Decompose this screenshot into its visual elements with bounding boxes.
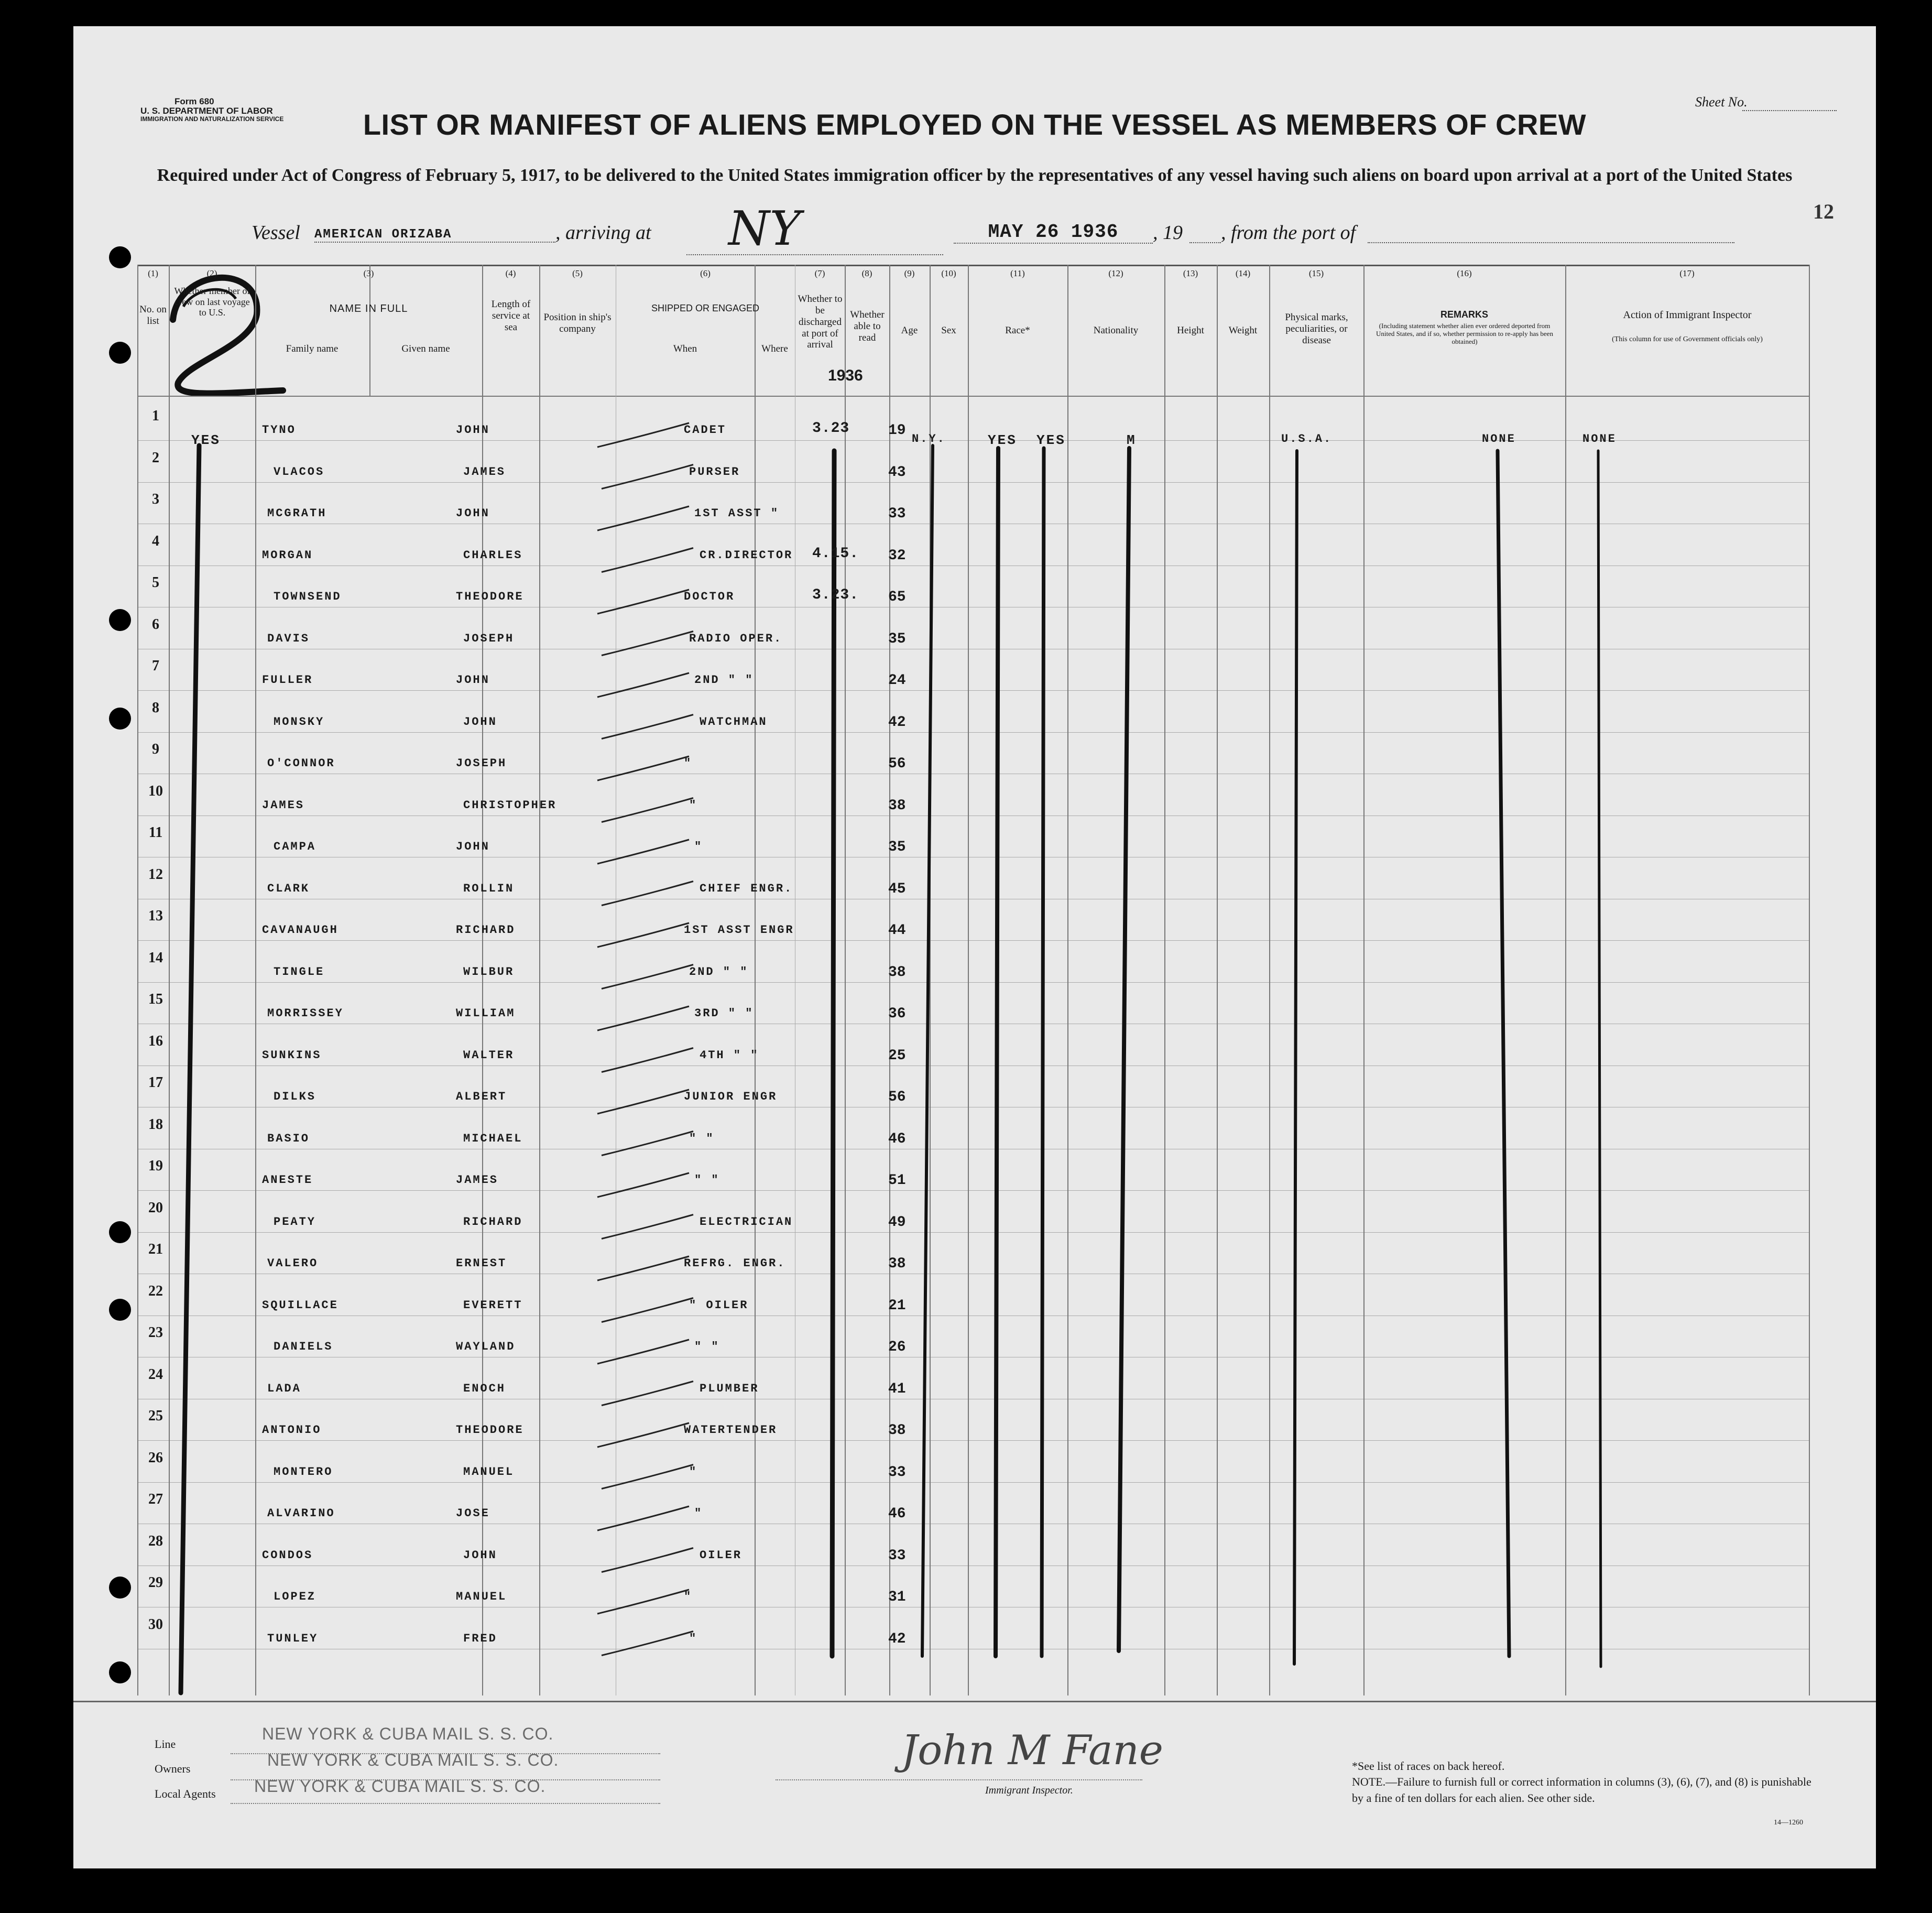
position: 2ND " " — [689, 965, 749, 979]
length-of-service-dash — [602, 1382, 693, 1406]
length-of-service-dash — [602, 548, 693, 572]
given-name: ERNEST — [456, 1257, 507, 1270]
given-name: ALBERT — [456, 1090, 507, 1103]
given-name: JOHN — [456, 673, 490, 687]
position: WATCHMAN — [700, 715, 768, 729]
family-name: BASIO — [267, 1132, 310, 1145]
age: 42 — [888, 714, 906, 731]
arriving-label: , arriving at — [555, 222, 651, 244]
sex-m: M — [1127, 432, 1137, 448]
length-of-service-dash — [602, 798, 693, 822]
able-to-read-yes: YES — [1036, 432, 1066, 448]
col-num-3: (3) — [363, 268, 374, 278]
position: DOCTOR — [684, 590, 735, 603]
age: 33 — [888, 1464, 906, 1481]
length-of-service-dash — [602, 1215, 693, 1239]
length-of-service-dash — [602, 1132, 693, 1156]
row-number: 2 — [152, 449, 159, 466]
position: " — [694, 1507, 703, 1520]
row-number: 4 — [152, 532, 159, 549]
age: 33 — [888, 1547, 906, 1564]
footer-rule — [231, 1753, 660, 1754]
row-number: 30 — [148, 1616, 163, 1633]
given-name: FRED — [463, 1632, 497, 1645]
given-name: RICHARD — [463, 1215, 523, 1229]
col-num-2: (2) — [206, 268, 217, 278]
given-name: MANUEL — [456, 1590, 507, 1603]
length-of-service-dash — [597, 1090, 689, 1114]
age: 65 — [888, 589, 906, 605]
footer-divider — [73, 1701, 1876, 1702]
col-num-13: (13) — [1183, 268, 1198, 278]
age: 25 — [888, 1047, 906, 1064]
family-name: TINGLE — [274, 965, 325, 979]
age: 46 — [888, 1131, 906, 1147]
family-name: MORGAN — [262, 548, 313, 562]
length-of-service-dash — [602, 715, 693, 739]
family-name: MORRISSEY — [267, 1007, 344, 1020]
page-title: LIST OR MANIFEST OF ALIENS EMPLOYED ON THE VESSEL AS MEMBERS OF CREW — [363, 108, 1587, 141]
family-name: PEATY — [274, 1215, 316, 1229]
length-of-service-dash — [597, 923, 689, 947]
family-name: JAMES — [262, 798, 305, 812]
row-number: 8 — [152, 699, 159, 716]
col-head-physical-marks: Physical marks, peculiarities, or disease — [1285, 312, 1348, 346]
length-of-service-dash — [597, 1173, 689, 1197]
col-num-7: (7) — [814, 268, 825, 278]
position: " — [694, 840, 703, 853]
given-name: JOHN — [456, 840, 490, 853]
col-head-when: When — [673, 343, 697, 354]
family-name: VLACOS — [274, 465, 325, 479]
length-of-service-dash — [597, 1423, 689, 1447]
position: WATERTENDER — [684, 1423, 778, 1437]
family-name: DANIELS — [274, 1340, 333, 1353]
given-name: WALTER — [463, 1048, 515, 1062]
row-number: 26 — [148, 1449, 163, 1466]
race-note: *See list of races on back hereof. — [1352, 1759, 1505, 1773]
arrival-date: MAY 26 1936 — [954, 221, 1153, 244]
age: 32 — [888, 547, 906, 564]
age: 51 — [888, 1172, 906, 1189]
col-head-shipped-or-engaged: SHIPPED OR ENGAGED — [651, 303, 760, 313]
col-head-remarks: REMARKS — [1440, 309, 1488, 320]
family-name: ALVARINO — [267, 1507, 335, 1520]
age: 56 — [888, 1089, 906, 1105]
col-head-given-name: Given name — [401, 343, 450, 354]
row-number: 16 — [148, 1032, 163, 1049]
given-name: WAYLAND — [456, 1340, 516, 1353]
position: " " — [694, 1340, 720, 1353]
age: 42 — [888, 1631, 906, 1647]
physical-marks-none: NONE — [1482, 432, 1516, 445]
col-num-1: (1) — [148, 268, 158, 278]
family-name: CAMPA — [274, 840, 316, 853]
manifest-page — [73, 26, 1876, 1868]
row-number: 9 — [152, 741, 159, 757]
vessel-label: Vessel — [252, 222, 300, 244]
row-number: 21 — [148, 1241, 163, 1257]
family-name: LADA — [267, 1382, 301, 1395]
col-num-8: (8) — [861, 268, 872, 278]
length-of-service-dash — [602, 1298, 693, 1322]
col-num-9: (9) — [904, 268, 915, 278]
sheet-number: 12 — [1813, 200, 1834, 223]
age: 46 — [888, 1506, 906, 1522]
row-number: 23 — [148, 1324, 163, 1341]
given-name: THEODORE — [456, 590, 524, 603]
family-name: DILKS — [274, 1090, 316, 1103]
col-num-15: (15) — [1308, 268, 1324, 278]
year-label: , 19 — [1153, 222, 1183, 244]
age: 49 — [888, 1214, 906, 1231]
shipped-when: 3.23 — [812, 420, 850, 437]
age: 45 — [888, 881, 906, 897]
vessel-name: AMERICAN ORIZABA — [314, 227, 555, 243]
position: " " — [694, 1173, 720, 1187]
position: 3RD " " — [694, 1007, 754, 1020]
age: 44 — [888, 922, 906, 939]
col-head-position: Position in ship's company — [543, 312, 612, 334]
col-num-6: (6) — [700, 268, 711, 278]
form-service: IMMIGRATION AND NATURALIZATION SERVICE — [140, 115, 284, 123]
owners-stamp: NEW YORK & CUBA MAIL S. S. CO. — [267, 1751, 559, 1769]
footer-rule — [231, 1779, 660, 1780]
length-of-service-dash — [602, 882, 693, 906]
col-num-4: (4) — [505, 268, 516, 278]
family-name: VALERO — [267, 1257, 319, 1270]
family-name: ANESTE — [262, 1173, 313, 1187]
signature-line — [776, 1779, 1142, 1780]
form-department: U. S. DEPARTMENT OF LABOR — [140, 105, 273, 116]
shipped-when: 3.23. — [812, 587, 859, 603]
length-of-service-dash — [597, 1006, 689, 1030]
position: CADET — [684, 423, 727, 437]
footer-rule — [231, 1803, 660, 1804]
row-number: 7 — [152, 658, 159, 674]
col-head-nationality: Nationality — [1093, 325, 1139, 336]
from-port-label: , from the port of — [1221, 222, 1356, 244]
nationality-usa: U.S.A. — [1281, 432, 1333, 445]
row-number: 1 — [152, 408, 159, 424]
line-stamp: NEW YORK & CUBA MAIL S. S. CO. — [262, 1724, 554, 1743]
form-code: 14—1260 — [1774, 1819, 1803, 1827]
family-name: CAVANAUGH — [262, 923, 339, 937]
age: 38 — [888, 1422, 906, 1439]
given-name: MICHAEL — [463, 1132, 523, 1145]
family-name: MONSKY — [274, 715, 325, 729]
col-head-name-in-full: NAME IN FULL — [329, 303, 408, 314]
given-name: JOHN — [463, 715, 497, 729]
row-number: 15 — [148, 991, 163, 1007]
agents-stamp: NEW YORK & CUBA MAIL S. S. CO. — [254, 1777, 546, 1796]
form-number: Form 680 — [174, 96, 214, 106]
given-name: JOHN — [456, 507, 490, 520]
col-num-11: (11) — [1010, 268, 1025, 278]
line-label: Line — [155, 1737, 176, 1751]
position: " OILER — [689, 1298, 749, 1312]
given-name: JOHN — [463, 1548, 497, 1562]
row-number: 10 — [148, 782, 163, 799]
length-of-service-dash — [597, 840, 689, 864]
age: 35 — [888, 839, 906, 855]
row-number: 3 — [152, 491, 159, 507]
col-num-16: (16) — [1457, 268, 1472, 278]
owners-label: Owners — [155, 1762, 191, 1775]
age: 41 — [888, 1381, 906, 1397]
given-name: JOSE — [456, 1507, 490, 1520]
age: 21 — [888, 1297, 906, 1314]
length-of-service-dash — [597, 1340, 689, 1364]
col-head-length-of-service: Length of service at sea — [491, 299, 531, 333]
length-of-service-dash — [602, 965, 693, 989]
position: " — [689, 798, 698, 812]
col-head-able-to-read: Whether able to read — [850, 309, 885, 343]
given-name: JAMES — [463, 465, 506, 479]
shipped-when: 4.15. — [812, 545, 859, 562]
given-name: EVERETT — [463, 1298, 523, 1312]
row-number: 17 — [148, 1074, 163, 1091]
age: 24 — [888, 672, 906, 689]
given-name: JAMES — [456, 1173, 499, 1187]
length-of-service-dash — [597, 590, 689, 614]
family-name: TYNO — [262, 423, 296, 437]
age: 38 — [888, 1256, 906, 1272]
given-name: JOHN — [456, 423, 490, 437]
age: 36 — [888, 1006, 906, 1022]
row-number: 13 — [148, 908, 163, 924]
col-head-discharged: Whether to be discharged at port of arrival — [798, 294, 843, 351]
given-name: JOSEPH — [456, 757, 507, 770]
age: 33 — [888, 506, 906, 522]
col-head-age: Age — [901, 325, 918, 336]
discharged-yes: YES — [988, 432, 1017, 448]
ditto-strokes — [73, 26, 1876, 1756]
row-number: 18 — [148, 1116, 163, 1133]
position: 4TH " " — [700, 1048, 759, 1062]
col-head-race: Race* — [1005, 325, 1030, 336]
family-name: ANTONIO — [262, 1423, 322, 1437]
row-number: 20 — [148, 1199, 163, 1216]
position: " — [684, 1590, 693, 1603]
given-name: WILBUR — [463, 965, 515, 979]
family-name: SUNKINS — [262, 1048, 322, 1062]
col-num-12: (12) — [1108, 268, 1123, 278]
col-head-sex: Sex — [941, 325, 956, 336]
age: 26 — [888, 1339, 906, 1355]
row-number: 24 — [148, 1366, 163, 1383]
length-of-service-dash — [597, 756, 689, 780]
length-of-service-dash — [602, 632, 693, 656]
length-of-service-dash — [602, 1548, 693, 1572]
age: 35 — [888, 631, 906, 647]
length-of-service-dash — [602, 1048, 693, 1072]
page-subtitle: Required under Act of Congress of February 5, 1917, to be delivered to the United States immigration officer by the representatives of any vessel having such aliens on board upon arrival at a port of the United States — [157, 166, 1793, 185]
length-of-service-dash — [597, 1590, 689, 1614]
col-head-inspector-action: Action of Immigrant Inspector — [1623, 309, 1752, 321]
penalty-note: NOTE.—Failure to furnish full or correct information in columns (3), (6), (7), and (8) is punishable by a fine of ten dollars for each alien. See other side. — [1352, 1775, 1811, 1805]
family-name: SQUILLACE — [262, 1298, 339, 1312]
given-name: RICHARD — [456, 923, 516, 937]
given-name: MANUEL — [463, 1465, 515, 1479]
given-name: THEODORE — [456, 1423, 524, 1437]
position: JUNIOR ENGR — [684, 1090, 778, 1103]
given-name: CHRISTOPHER — [463, 798, 557, 812]
given-name: ENOCH — [463, 1382, 506, 1395]
family-name: LOPEZ — [274, 1590, 316, 1603]
family-name: MCGRATH — [267, 507, 327, 520]
position: CR.DIRECTOR — [700, 548, 793, 562]
row-number: 28 — [148, 1532, 163, 1549]
col-head-family-name: Family name — [286, 343, 339, 354]
inspector-signature: John M Fane — [901, 1727, 1163, 1774]
family-name: CLARK — [267, 882, 310, 895]
position: " — [689, 1465, 698, 1479]
position: CHIEF ENGR. — [700, 882, 793, 895]
length-of-service-dash — [597, 506, 689, 530]
position: REFRG. ENGR. — [684, 1257, 786, 1270]
age: 43 — [888, 464, 906, 481]
row-number: 5 — [152, 574, 159, 591]
crew-last-voyage-yes: YES — [191, 432, 221, 448]
given-name: CHARLES — [463, 548, 523, 562]
family-name: FULLER — [262, 673, 313, 687]
col-num-5: (5) — [572, 268, 583, 278]
position: " — [689, 1632, 698, 1645]
arriving-port: NY — [686, 208, 943, 255]
remarks-none: NONE — [1582, 432, 1617, 445]
length-of-service-dash — [597, 1506, 689, 1530]
given-name: JOSEPH — [463, 632, 515, 645]
col-num-10: (10) — [941, 268, 956, 278]
length-of-service-dash — [602, 1465, 693, 1489]
row-number: 14 — [148, 949, 163, 966]
age: 38 — [888, 964, 906, 981]
col-num-17: (17) — [1679, 268, 1695, 278]
year-note: 1936 — [828, 367, 863, 384]
family-name: TUNLEY — [267, 1632, 319, 1645]
row-number: 19 — [148, 1158, 163, 1174]
col-head-inspector-note: (This column for use of Government officials only) — [1612, 335, 1763, 343]
family-name: MONTERO — [274, 1465, 333, 1479]
row-number: 29 — [148, 1574, 163, 1591]
position: PURSER — [689, 465, 740, 479]
position: ELECTRICIAN — [700, 1215, 793, 1229]
inspector-label: Immigrant Inspector. — [985, 1785, 1073, 1796]
family-name: CONDOS — [262, 1548, 313, 1562]
col-head-where: Where — [761, 343, 788, 354]
position: RADIO OPER. — [689, 632, 783, 645]
position: OILER — [700, 1548, 743, 1562]
shipped-where-ny: N.Y. — [912, 432, 946, 445]
position: 1ST ASST " — [694, 507, 780, 520]
col-num-14: (14) — [1235, 268, 1251, 278]
family-name: O'CONNOR — [267, 757, 335, 770]
position: " — [684, 757, 693, 770]
length-of-service-dash — [597, 1256, 689, 1280]
position: 1ST ASST ENGR — [684, 923, 794, 937]
row-number: 22 — [148, 1282, 163, 1299]
length-of-service-dash — [597, 673, 689, 697]
position: PLUMBER — [700, 1382, 759, 1395]
row-number: 6 — [152, 616, 159, 633]
family-name: TOWNSEND — [274, 590, 342, 603]
length-of-service-dash — [602, 465, 693, 489]
row-number: 12 — [148, 866, 163, 883]
given-name: WILLIAM — [456, 1007, 516, 1020]
col-head-height: Height — [1177, 325, 1204, 336]
length-of-service-dash — [602, 1632, 693, 1656]
position: 2ND " " — [694, 673, 754, 687]
length-of-service-dash — [597, 423, 689, 447]
sheet-label: Sheet No. — [1695, 94, 1748, 110]
row-number: 11 — [148, 824, 163, 841]
age: 31 — [888, 1589, 906, 1605]
col-head-member-of-crew: Whether member of crew on last voyage to U.S. — [174, 286, 250, 318]
col-head-remarks-note: (Including statement whether alien ever ordered deported from United States, and if so, whether permission to re-apply has been obtained) — [1376, 322, 1553, 345]
agents-label: Local Agents — [155, 1787, 216, 1800]
age: 56 — [888, 756, 906, 772]
col-head-no-on-list: No. on list — [139, 304, 167, 327]
age: 38 — [888, 797, 906, 814]
position: " " — [689, 1132, 715, 1145]
given-name: ROLLIN — [463, 882, 515, 895]
row-number: 25 — [148, 1408, 163, 1424]
family-name: DAVIS — [267, 632, 310, 645]
col-head-weight: Weight — [1228, 325, 1258, 336]
row-number: 27 — [148, 1491, 163, 1507]
age: 19 — [888, 422, 906, 439]
